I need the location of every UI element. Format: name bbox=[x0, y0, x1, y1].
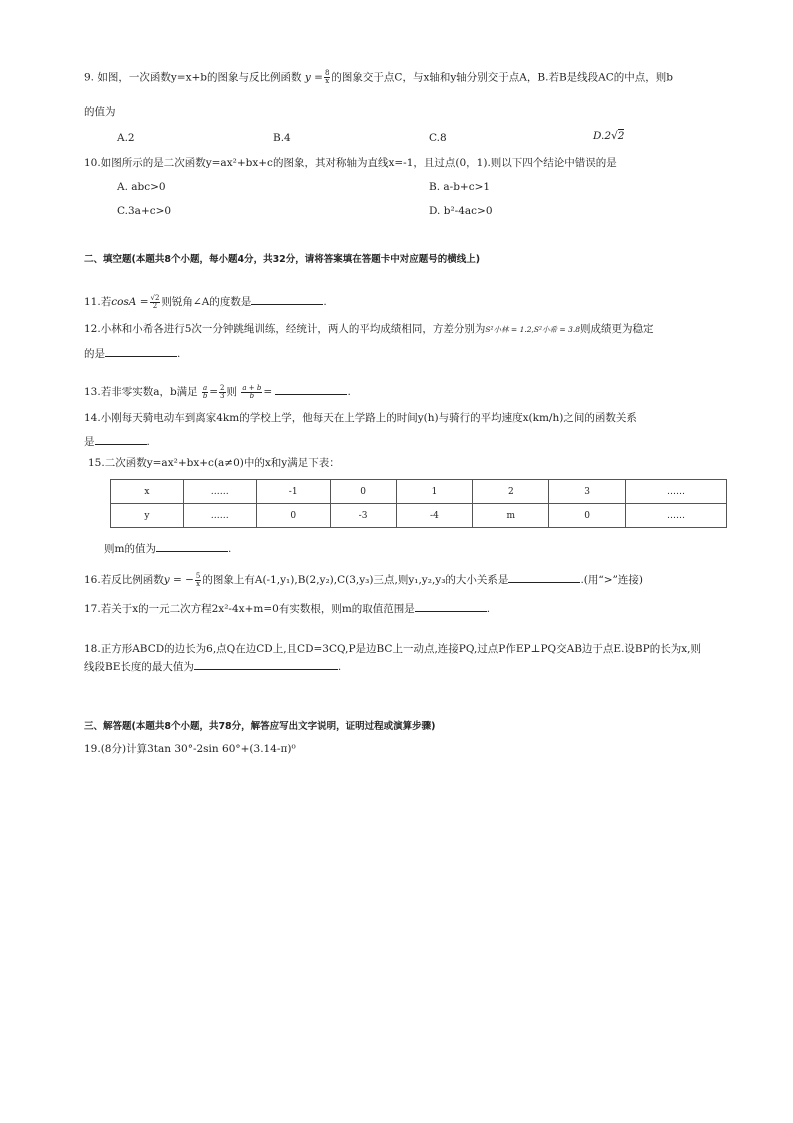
q18-answer-blank[interactable] bbox=[194, 659, 338, 670]
q10-option-c: C.3a+c>0 bbox=[117, 205, 172, 217]
q9-text-a: 9. 如图，一次函数y=x+b的图象与反比例函数 bbox=[84, 71, 305, 84]
q9-function-y: y = bbox=[304, 71, 323, 84]
q12-line2: 的是 . bbox=[84, 348, 181, 360]
q18-line1: 18.正方形ABCD的边长为6,点Q在边CD上,且CD=3CQ,P是边BC上一动点,连接PQ,过点P作EP⊥PQ交AB边于点E.设BP的长为x,则 bbox=[84, 643, 701, 655]
q16-line: 16.若反比例函数y = − $\frac{5}{x}$ 的图象上有A(-1,y₁),B(2,y₂),C(3,y₃)三点,则y₁,y₂,y₃的大小关系是 .(用“>”连接) bbox=[84, 571, 644, 588]
table-row-y bbox=[111, 504, 727, 528]
table-cell: 3 bbox=[549, 480, 626, 504]
q13-line: 13.若非零实数a，b满足 $\frac{a}{b}$ = $\frac{2}{3}$ 则 $\frac{a + b}{b}$ = . bbox=[84, 383, 351, 400]
q10-option-d: D. b²-4ac>0 bbox=[429, 205, 493, 217]
q13-answer-blank[interactable] bbox=[275, 384, 347, 395]
q11-answer-blank[interactable] bbox=[251, 294, 323, 305]
table-cell: -1 bbox=[256, 480, 330, 504]
q9-option-c: C.8 bbox=[429, 132, 447, 144]
q12-answer-blank[interactable] bbox=[105, 346, 177, 357]
table-cell: 1 bbox=[396, 480, 473, 504]
table-cell: …… bbox=[183, 480, 256, 504]
q9-line1 bbox=[84, 70, 673, 85]
q10-stem: 10.如图所示的是二次函数y=ax²+bx+c的图象，其对称轴为直线x=-1，且过点(0，1).则以下四个结论中错误的是 bbox=[84, 157, 617, 169]
q11-fraction: $\frac{√2}{2}$ bbox=[150, 293, 160, 310]
q9-fraction: $\frac{8}{x}$ bbox=[324, 69, 330, 85]
q10-option-b: B. a-b+c>1 bbox=[429, 181, 491, 193]
q9-line2: 的值为 bbox=[84, 106, 116, 118]
q10-option-a: A. abc>0 bbox=[117, 181, 166, 193]
q17-answer-blank[interactable] bbox=[415, 601, 487, 612]
table-cell: …… bbox=[626, 504, 727, 528]
table-cell: 0 bbox=[549, 504, 626, 528]
q14-answer-blank[interactable] bbox=[95, 434, 147, 445]
sqrt-sign-icon: √ bbox=[611, 130, 618, 142]
q16-fraction: $\frac{5}{x}$ bbox=[195, 571, 201, 588]
table-cell: 0 bbox=[256, 504, 330, 528]
table-cell: 0 bbox=[330, 480, 396, 504]
q12-variance: S²小林 = 1.2,S²小希 = 3.8 bbox=[485, 325, 581, 334]
table-row-x bbox=[111, 480, 727, 504]
q14-line2: 是 . bbox=[84, 436, 150, 448]
table-cell: m bbox=[473, 504, 549, 528]
table-cell: x bbox=[111, 480, 184, 504]
q17-line: 17.若关于x的一元二次方程2x²-4x+m=0有实数根，则m的取值范围是 . bbox=[84, 603, 491, 615]
q9-option-d: D.2√2 bbox=[593, 130, 625, 142]
q19-line: 19.(8分)计算3tan 30°-2sin 60°+(3.14-π)⁰ bbox=[84, 743, 296, 755]
section2-heading: 二、填空题(本题共8个小题，每小题4分，共32分，请将答案填在答题卡中对应题号的横线上) bbox=[84, 254, 481, 265]
table-cell: y bbox=[111, 504, 184, 528]
q18-line2: 线段BE长度的最大值为 . bbox=[84, 661, 342, 673]
q9-option-a: A.2 bbox=[117, 132, 135, 144]
table-cell: …… bbox=[183, 504, 256, 528]
q14-line1: 14.小刚每天骑电动车到离家4km的学校上学，他每天在上学路上的时间y(h)与骑行的平均速度x(km/h)之间的函数关系 bbox=[84, 412, 637, 424]
table-cell: -3 bbox=[330, 504, 396, 528]
q15-value-table bbox=[110, 479, 727, 528]
q12-line1: 12.小林和小希各进行5次一分钟跳绳训练，经统计，两人的平均成绩相同，方差分别为S²小林 = 1.2,S²小希 = 3.8则成绩更为稳定 bbox=[84, 323, 654, 335]
section3-heading: 三、解答题(本题共8个小题，共78分，解答应写出文字说明，证明过程或演算步骤) bbox=[84, 721, 436, 732]
q11-line: 11.若cosA = $\frac{√2}{2}$ 则锐角∠A的度数是 . bbox=[84, 293, 327, 310]
q15-answer-blank[interactable] bbox=[156, 541, 228, 552]
q9-text-b: 的图象交于点C，与x轴和y轴分别交于点A，B.若B是线段AC的中点，则b bbox=[331, 71, 673, 84]
q16-answer-blank[interactable] bbox=[508, 572, 580, 583]
q9-option-b: B.4 bbox=[273, 132, 291, 144]
q15-after: 则m的值为 . bbox=[104, 543, 232, 555]
q15-stem: 15.二次函数y=ax²+bx+c(a≠0)中的x和y满足下表： bbox=[88, 457, 340, 469]
table-cell: -4 bbox=[396, 504, 473, 528]
table-cell: 2 bbox=[473, 480, 549, 504]
table-cell: …… bbox=[626, 480, 727, 504]
